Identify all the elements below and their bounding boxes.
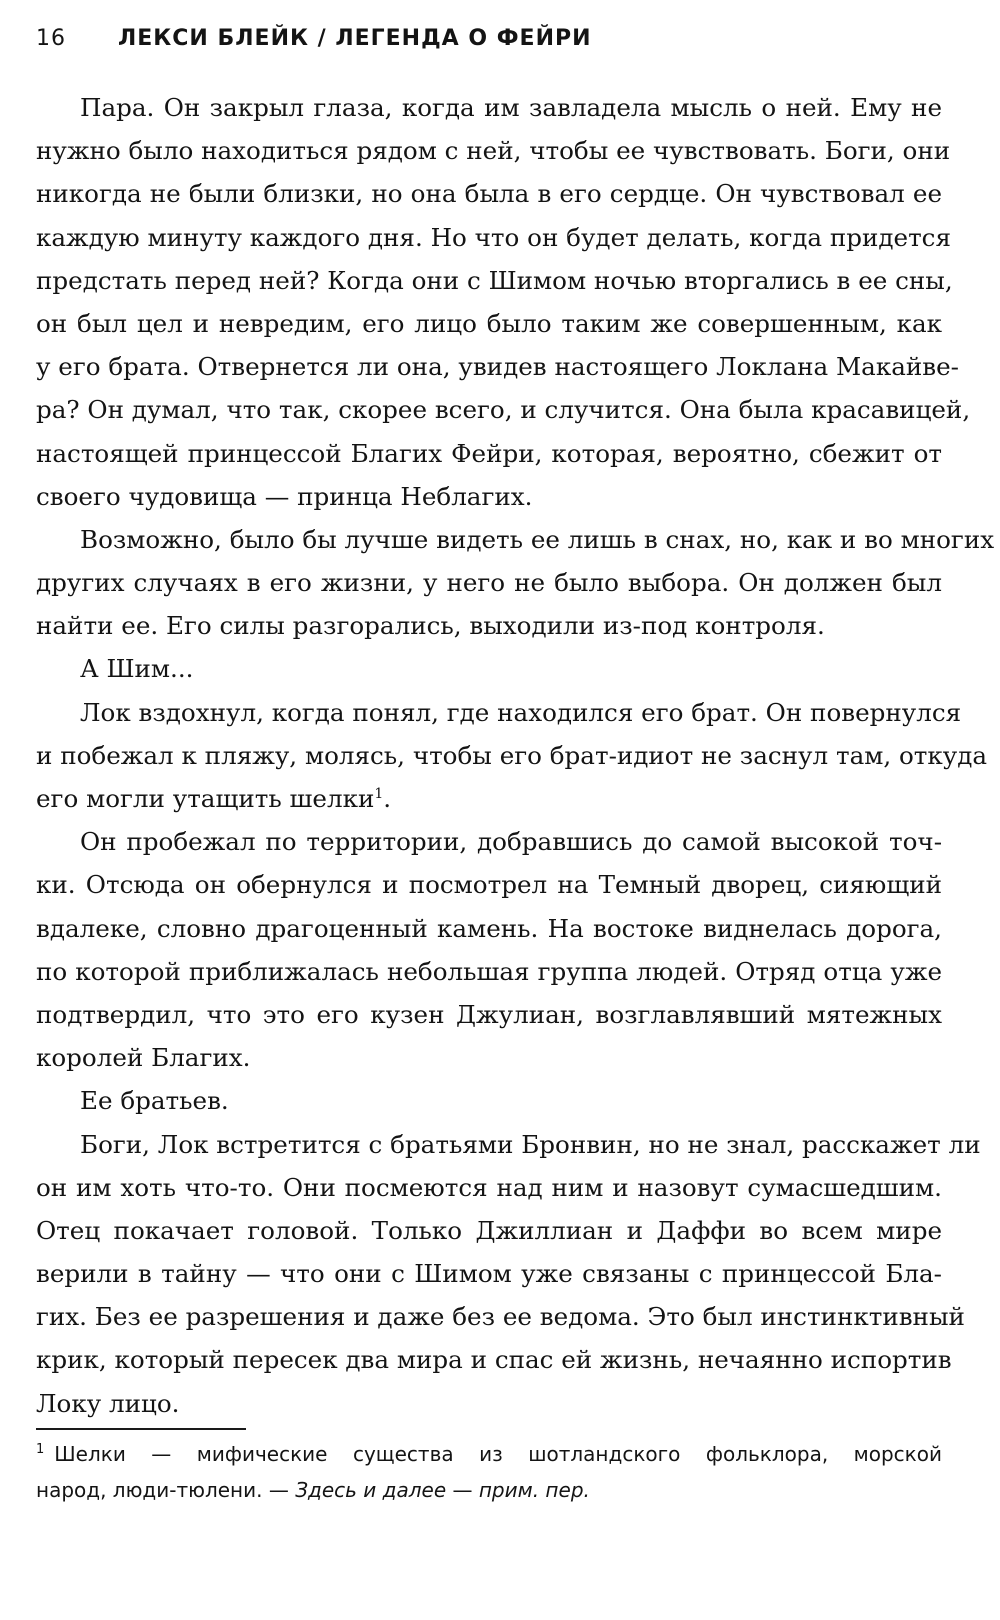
text-line-with-footnote [36, 777, 942, 820]
text-line: Пара. Он закрыл глаза, когда им завладела мысль о ней. Ему не [80, 93, 942, 122]
text-line: гих. Без ее разрешения и даже без ее ведома. Это был инстинктивный [36, 1302, 965, 1332]
text-line: Отец покачает головой. Только Джиллиан и Даффи во всем мире [36, 1215, 942, 1245]
text-line: крик, который пересек два мира и спас ей жизнь, нечаянно испортив [36, 1345, 952, 1375]
text-line: Боги, Лок встретится с братьями Бронвин, но не знал, расскажет ли [80, 1129, 981, 1159]
text-line: Он пробежал по территории, добравшись до самой высокой точ- [80, 827, 942, 857]
footnote-line [36, 1436, 942, 1472]
text-line: нужно было находиться рядом с ней, чтобы ее чувствовать. Боги, они [36, 136, 951, 166]
text-line: по которой приближалась небольшая группа людей. Отряд отца уже [36, 956, 942, 986]
text-line: подтвердил, что это его кузен Джулиан, возглавлявший мятежных [36, 999, 942, 1029]
text-line: Ее братьев. [80, 1086, 229, 1116]
text-line: Лок вздохнул, когда понял, где находился его брат. Он повернулся [80, 697, 962, 727]
text-line: никогда не были близки, но она была в его сердце. Он чувствовал ее [36, 179, 942, 209]
text-line: ки. Отсюда он обернулся и посмотрел на Темный дворец, сияющий [36, 870, 942, 900]
footnote-reference: 1 [374, 785, 384, 802]
text-line-content: его могли утащить шелки [36, 784, 375, 813]
text-line: ра? Он думал, что так, скорее всего, и случится. Она была красавицей, [36, 395, 971, 425]
text-line: своего чудовища — принца Неблагих. [36, 481, 533, 511]
text-line: других случаях в его жизни, у него не было выбора. Он должен был [36, 568, 942, 598]
body-text [36, 86, 995, 1425]
page-number: 16 [36, 26, 66, 51]
text-line: А Шим... [80, 654, 194, 684]
text-line: найти ее. Его силы разгорались, выходили из-под контроля. [36, 611, 825, 641]
text-line: каждую минуту каждого дня. Но что он будет делать, когда придется [36, 222, 951, 252]
text-line: он им хоть что-то. Они посмеются над ним и назовут сумасшедшим. [36, 1172, 942, 1202]
page-header [36, 26, 592, 51]
text-line: королей Благих. [36, 1043, 251, 1073]
footnote-text: Шелки — мифические существа из шотландского фольклора, морской [54, 1442, 942, 1466]
sentence-end: . [383, 784, 392, 813]
text-line: предстать перед ней? Когда они с Шимом ночью вторгались в ее сны, [36, 265, 953, 295]
text-line: и побежал к пляжу, молясь, чтобы его брат-идиот не заснул там, откуда [36, 740, 988, 770]
footnote-italic-text: прим. пер. [478, 1478, 590, 1502]
text-line: Возможно, было бы лучше видеть ее лишь в снах, но, как и во многих [80, 524, 995, 554]
footnote [36, 1436, 942, 1508]
text-line: у его брата. Отвернется ли она, увидев настоящего Локлана Макайве- [36, 352, 959, 382]
footnote-italic-text: Здесь и далее [295, 1478, 447, 1502]
text-line: Локу лицо. [36, 1388, 180, 1418]
footnote-number: 1 [36, 1442, 45, 1458]
text-line: настоящей принцессой Благих Фейри, которая, вероятно, сбежит от [36, 438, 942, 468]
text-line: вдалеке, словно драгоценный камень. На востоке виднелась дорога, [36, 913, 942, 943]
footnote-text: народ, люди-тюлени. — [36, 1478, 296, 1502]
text-line: он был цел и невредим, его лицо было таким же совершенным, как [36, 308, 942, 338]
running-head: ЛЕКСИ БЛЕЙК / ЛЕГЕНДА О ФЕЙРИ [118, 26, 592, 51]
footnote-dash: — [446, 1478, 479, 1502]
footnote-divider [36, 1428, 246, 1430]
footnote-line [36, 1472, 942, 1508]
text-line: верили в тайну — что они с Шимом уже связаны с принцессой Бла- [36, 1259, 942, 1289]
